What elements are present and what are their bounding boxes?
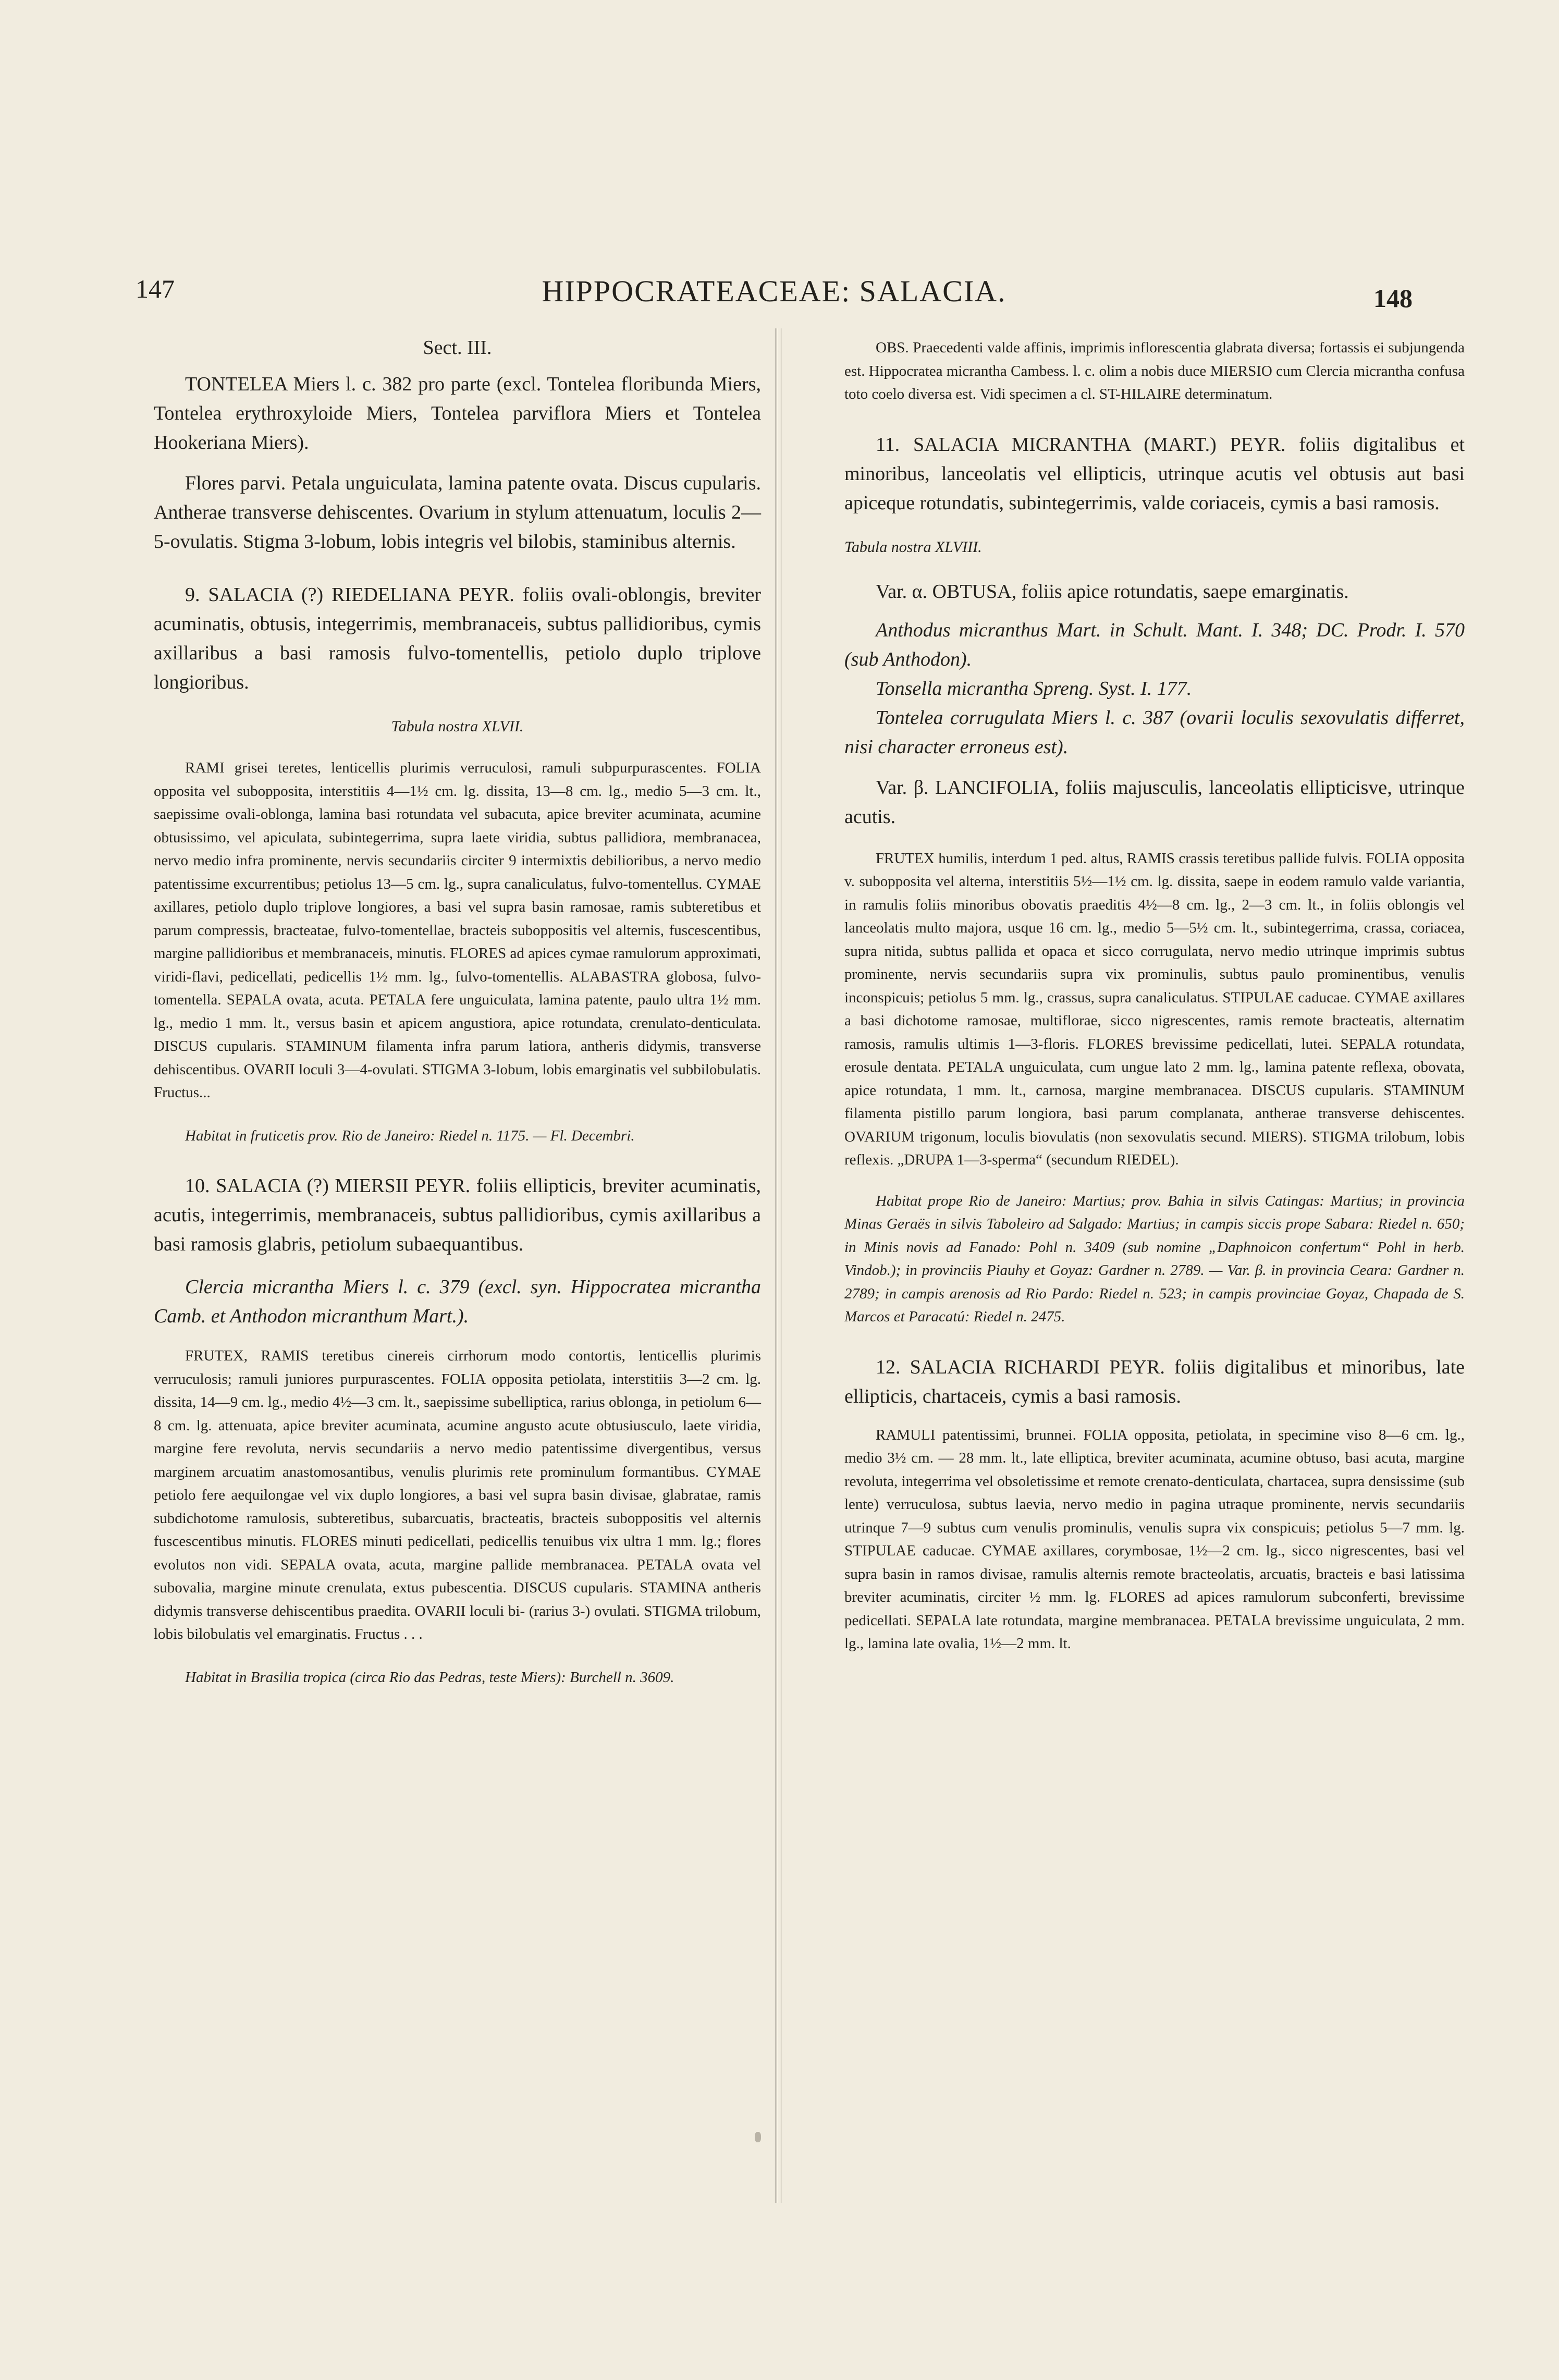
species-9-habitat: Habitat in fruticetis prov. Rio de Janeiro: Riedel n. 1175. — Fl. Decembri. (185, 1127, 635, 1144)
paper-blemish (755, 2132, 761, 2142)
observation-note: OBS. Praecedenti valde affinis, imprimis inflorescentia glabrata diversa; fortassis ei subjungenda est. Hippocratea micrantha Cambess. l. c. olim a nobis duce MIERSIO cum Clercia micrantha confusa toto coelo diversa est. Vidi specimen a cl. ST-HILAIRE determinatum. (844, 339, 1465, 402)
column-divider (776, 328, 777, 2203)
species-11-heading: 11. SALACIA MICRANTHA (MART.) PEYR. foliis digitalibus et minoribus, lanceolatis vel ellipticis, utrinque acutis vel obtusis aut basi apiceque rotundatis, subintegerrimis, valde coriaceis, cymis a basi ramosis. (844, 433, 1465, 514)
page-number-left: 147 (136, 274, 175, 303)
synonym-tonsella: Tonsella micrantha Spreng. Syst. I. 177. (876, 677, 1192, 700)
species-9-plate: Tabula nostra XLVII. (391, 718, 524, 735)
variety-alpha: Var. α. OBTUSA, foliis apice rotundatis, saepe emarginatis. (876, 580, 1349, 603)
species-11-plate: Tabula nostra XLVIII. (844, 538, 982, 556)
column-divider-inner (780, 328, 781, 2203)
synonym-tontelea: Tontelea corrugulata Miers l. c. 387 (ovarii loculis sexovulatis differret, nisi character erroneus est). (844, 706, 1465, 758)
species-12-heading: 12. SALACIA RICHARDI PEYR. foliis digitalibus et minoribus, late ellipticis, chartaceis, cymis a basi ramosis. (844, 1356, 1465, 1407)
species-10-heading: 10. SALACIA (?) MIERSII PEYR. foliis ellipticis, breviter acuminatis, acutis, integerrimis, membranaceis, subtus pallidioribus, cymis axillaribus a basi ramosis glabris, petiolum subaequantibus. (154, 1175, 761, 1255)
section-heading: Sect. III. (423, 337, 492, 359)
species-11-description: FRUTEX humilis, interdum 1 ped. altus, RAMIS crassis teretibus pallide fulvis. FOLIA opposita v. subopposita vel alterna, interstitiis 5½—1½ cm. lg. dissita, saepe in eodem ramulo valde variantia, in ramulis foliis minoribus obovatis praeditis 4½—8 cm. lg., 2—3 cm. lt., in foliis oblongis vel lanceolatis multo majora, usque 16 cm. lg., medio 5—5½ cm. lt., subintegerrima, crassa, coriacea, supra nitida, subtus pallida et opaca et sicco corrugulata, nervo medio utrinque imprimis subtus prominente, nervis secundariis supra vix prominulis, subtus paulo prominentibus, venulis inconspicuis; petiolus 5 mm. lg., crassus, supra canaliculatus. STIPULAE caducae. CYMAE axillares a basi dichotome ramosae, multiflorae, sicco nigrescentes, ramis remote bracteatis, alternatim ramosis, ramulis ultimis 1—3-floris. FLORES brevissime pedicellati, lutei. SEPALA rotundata, erosule dentata. PETALA unguiculata, cum ungue lato 2 mm. lg., lamina patente reflexa, obovata, apice rotundata, 1 mm. lt., carnosa, margine membranacea. DISCUS cupularis. STAMINUM filamenta pistillo parum longiora, basi parum complanata, antherae transverse dehiscentes. OVARIUM trigonum, loculis biovulatis (non sexovulatis secund. MIERS). STIGMA trilobum, lobis reflexis. „DRUPA 1—3-sperma“ (secundum RIEDEL). (844, 850, 1465, 1168)
right-column (844, 336, 1465, 1655)
species-9-description: RAMI grisei teretes, lenticellis plurimis verruculosi, ramuli subpurpurascentes. FOLIA opposita vel subopposita, interstitiis 4—1½ cm. lg. dissita, 13—8 cm. lg., medio 5—3 cm. lt., saepissime ovali-oblonga, lamina basi rotundata vel subacuta, apice breviter acuminata, acumine obtusissimo, vel apiculata, subintegerrima, supra laete viridia, subtus pallidiora, membranacea, nervo medio infra prominente, nervis secundariis circiter 9 intermixtis debilioribus, a nervo medio patentissime excurrentibus; petiolus 13—5 cm. lg., supra canaliculatus, fulvo-tomentellus. CYMAE axillares, petiolo duplo triplove longiores, a basi vel supra basin ramosae, ramis subteretibus et parum compressis, bracteatae, fulvo-tomentellae, bracteis suboppositis vel alternis, fuscescentibus, margine pallidioribus et membranaceis, minutis. FLORES ad apices cymae ramulorum approximati, viridi-flavi, pedicellati, pedicellis 1½ mm. lg., fulvo-tomentellis. ALABASTRA globosa, fulvo-tomentella. SEPALA ovata, acuta. PETALA fere unguiculata, lamina patente, paulo ultra 1½ mm. lg., medio 1 mm. lt., versus basin et apicem angustiora, apice rotundata, crenulato-denticulata. DISCUS cupularis. STAMINUM filamenta infra parum latiora, antheris didymis, transverse dehiscentibus. OVARII loculi 3—4-ovulati. STIGMA 3-lobum, lobis emarginatis vel subbilobulatis. Fructus... (154, 759, 761, 1101)
variety-beta: Var. β. LANCIFOLIA, foliis majusculis, lanceolatis ellipticisve, utrinque acutis. (844, 776, 1465, 828)
running-header (136, 274, 1413, 321)
tontelea-synonymy: TONTELEA Miers l. c. 382 pro parte (excl. Tontelea floribunda Miers, Tontelea erythroxyloide Miers, Tontelea parviflora Miers et Tontelea Hookeriana Miers). (154, 373, 761, 453)
running-title: HIPPOCRATEACEAE: SALACIA. (542, 274, 1006, 308)
section-characters: Flores parvi. Petala unguiculata, lamina patente ovata. Discus cupularis. Antherae transverse dehiscentes. Ovarium in stylum attenuatum, loculis 2—5-ovulatis. Stigma 3-lobum, lobis integris vel bilobis, staminibus alternis. (154, 472, 761, 553)
synonym-anthodus: Anthodus micranthus Mart. in Schult. Mant. I. 348; DC. Prodr. I. 570 (sub Anthodon). (844, 619, 1465, 670)
species-10-habitat: Habitat in Brasilia tropica (circa Rio das Pedras, teste Miers): Burchell n. 3609. (185, 1669, 674, 1686)
species-9-heading: 9. SALACIA (?) RIEDELIANA PEYR. foliis ovali-oblongis, breviter acuminatis, obtusis, integerrimis, membranaceis, subtus pallidioribus, cymis axillaribus a basi ramosis fulvo-tomentellis, petiolo duplo triplove longioribus. (154, 584, 761, 693)
species-11-habitat: Habitat prope Rio de Janeiro: Martius; prov. Bahia in silvis Catingas: Martius; in provincia Minas Geraës in silvis Taboleiro ad Salgado: Martius; in campis siccis prope Sabara: Riedel n. 650; in Minis novis ad Fanado: Pohl n. 3409 (sub nomine „Daphnoicon confertum“ Pohl in herb. Vindob.); in provinciis Piauhy et Goyaz: Gardner n. 2789. — Var. β. in provincia Ceara: Gardner n. 2789; in campis arenosis ad Rio Pardo: Riedel n. 523; in campis provinciae Goyaz, Chapada de S. Marcos et Paracatú: Riedel n. 2475. (844, 1192, 1465, 1325)
left-column (154, 336, 761, 1689)
species-12-description: RAMULI patentissimi, brunnei. FOLIA opposita, petiolata, in specimine viso 8—6 cm. lg., medio 3½ cm. — 28 mm. lt., late elliptica, breviter acuminata, acumine obtuso, basi acuta, margine revoluta, integerrima vel obsoletissime et remote crenato-denticulata, chartacea, supra densissime (sub lente) verruculosa, subtus laevia, nervo medio in pagina utraque prominente, nervis secundariis utrinque 7—9 subtus cum venulis prominulis, venulis supra vix conspicuis; petiolus 5—7 mm. lg. STIPULAE caducae. CYMAE axillares, corymbosae, 1½—2 cm. lg., sicco nigrescentes, basi vel supra basin in ramos divisae, ramulis alternis remote bracteolatis, arcuatis, bracteis e basi latissima breviter acuminatis, circiter ½ mm. lg. FLORES ad apices ramulorum subconferti, brevissime pedicellati. SEPALA late rotundata, margine membranacea. PETALA brevissime unguiculata, 2 mm. lg., lamina late ovalia, 1½—2 mm. lt. (844, 1426, 1465, 1652)
page-number-right: 148 (1373, 284, 1413, 313)
species-10-description: FRUTEX, RAMIS teretibus cinereis cirrhorum modo contortis, lenticellis plurimis verruculosis; ramuli juniores purpurascentes. FOLIA opposita petiolata, interstitiis 3—2 cm. lg. dissita, 14—9 cm. lg., medio 4½—3 cm. lt., saepissime subelliptica, rarius oblonga, in petiolum 6—8 cm. lg. attenuata, apice breviter acuminata, acumine angusto acute obtusiusculo, laete viridia, margine fere revoluta, nervis secundariis a nervo medio patentissime divergentibus, versus marginem arcuatim anastomosantibus, venulis plurimis rete prominulum formantibus. CYMAE petiolo fere aequilongae vel vix duplo longiores, a basi vel supra basin divisae, glabratae, ramis subdichotome ramulosis, subteretibus, subarcuatis, bracteatis, bracteis suboppositis vel alternis fuscescentibus minutis. FLORES minuti pedicellati, pedicellis tenuibus vix ultra 1 mm. lg.; flores evolutos non vidi. SEPALA ovata, acuta, margine pallide membranacea. PETALA ovata vel subovalia, margine minute crenulata, extus pubescentia. DISCUS cupularis. STAMINA antheris didymis transverse dehiscentibus praedita. OVARII loculi bi- (rarius 3-) ovulati. STIGMA trilobum, lobis bilobulatis vel emarginatis. Fructus . . . (154, 1347, 761, 1642)
species-10-synonymy: Clercia micrantha Miers l. c. 379 (excl. syn. Hippocratea micrantha Camb. et Anthodon micranthum Mart.). (154, 1276, 761, 1327)
